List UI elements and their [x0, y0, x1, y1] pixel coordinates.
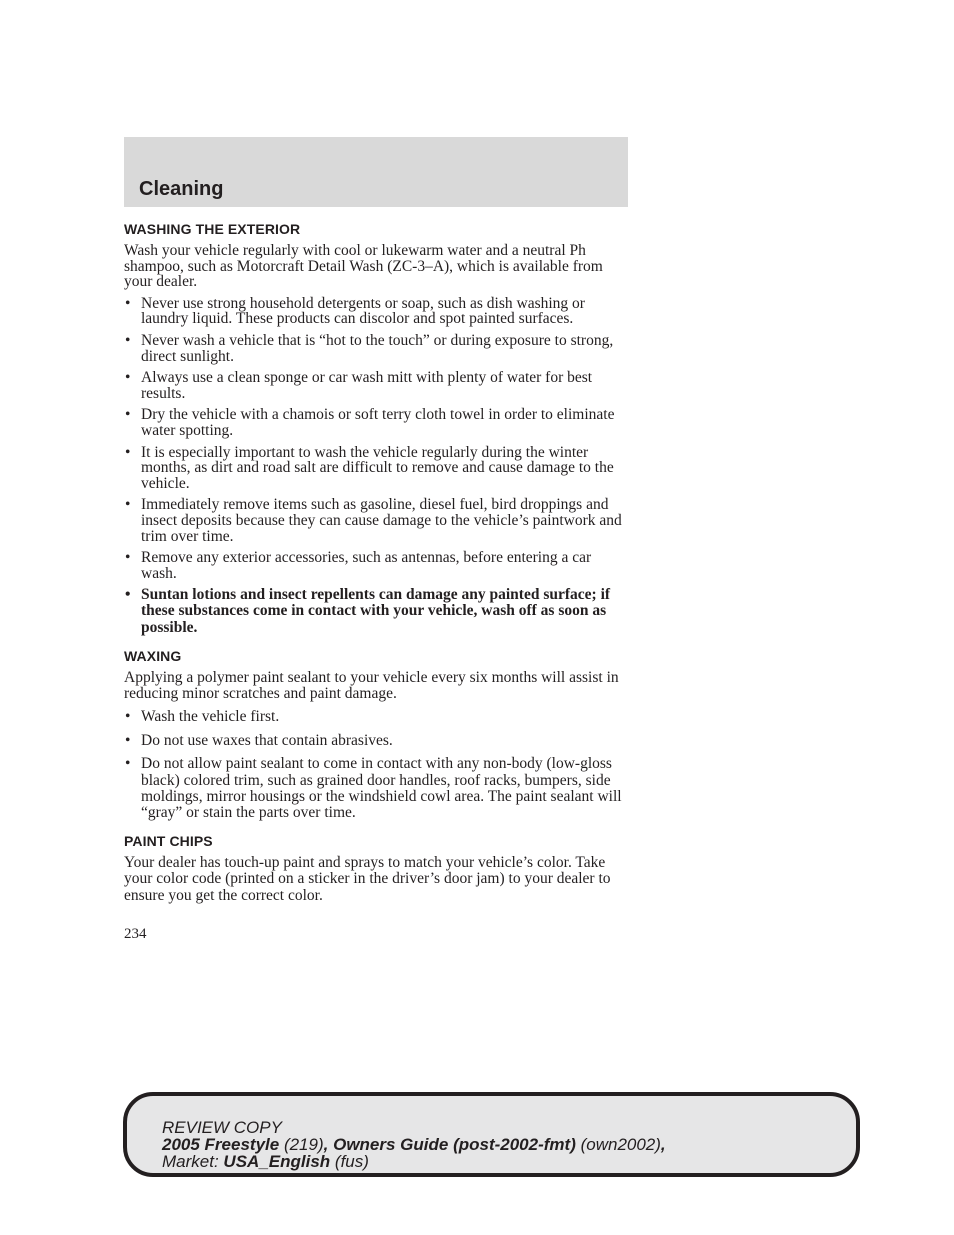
list-item	[124, 550, 630, 581]
list-item-text: Immediately remove items such as gasoline, diesel fuel, bird droppings and insect deposits because they can cause damage to the vehicle’s paintwork and trim over time.	[141, 496, 622, 545]
market-code: (fus)	[334, 1152, 369, 1171]
washing-intro: Wash your vehicle regularly with cool or lukewarm water and a neutral Ph shampoo, such as Motorcraft Detail Wash (ZC-3–A), which is available from your dealer.	[124, 242, 603, 291]
separator: ,	[660, 1135, 666, 1154]
bullet-icon: •	[125, 443, 131, 461]
list-item	[124, 333, 630, 364]
bullet-icon: •	[125, 707, 131, 725]
bullet-icon: •	[125, 549, 131, 567]
list-item-text: Always use a clean sponge or car wash mitt with plenty of water for best results.	[141, 369, 593, 402]
list-item	[124, 370, 630, 401]
bullet-icon: •	[125, 331, 131, 349]
washing-bullet-list	[124, 296, 630, 636]
bullet-icon: •	[125, 496, 131, 514]
list-item-text: Dry the vehicle with a chamois or soft terry cloth towel in order to eliminate water spotting.	[141, 406, 615, 439]
list-item	[124, 445, 630, 492]
review-copy-box	[123, 1092, 860, 1177]
list-item	[124, 709, 630, 725]
list-item-text: Do not allow paint sealant to come in contact with any non-body (low-gloss black) colored trim, such as grained door handles, roof racks, bumpers, side moldings, mirror housings or the windshield cowl area. The paint sealant will “gray” or stain the parts over time.	[141, 755, 622, 821]
list-item	[124, 756, 630, 821]
list-item	[124, 296, 630, 327]
list-item-text: Remove any exterior accessories, such as antennas, before entering a car wash.	[141, 549, 592, 582]
list-item-text: Suntan lotions and insect repellents can damage any painted surface; if these substances come in contact with your vehicle, wash off as soon as possible.	[141, 586, 611, 636]
market-name: USA_English	[223, 1152, 331, 1171]
list-item	[124, 733, 630, 749]
page-content	[124, 221, 630, 910]
bullet-icon: •	[125, 731, 131, 749]
paint-chips-text: Your dealer has touch-up paint and sprays to match your vehicle’s color. Take your color code (printed on a sticker in the driver’s door jam) to your dealer to ensure you get the correct color.	[124, 854, 611, 904]
bullet-icon: •	[125, 586, 131, 604]
review-copy-market-line	[162, 1153, 666, 1170]
model-code: (219)	[283, 1135, 324, 1154]
separator: ,	[323, 1135, 329, 1154]
review-copy-product-line	[162, 1136, 666, 1153]
section-title: Cleaning	[139, 178, 224, 200]
warning-list-item	[124, 587, 630, 636]
review-copy-text	[162, 1119, 666, 1170]
bullet-icon: •	[125, 406, 131, 424]
bullet-icon: •	[125, 294, 131, 312]
heading-paint-chips: PAINT CHIPS	[124, 833, 213, 850]
list-item	[124, 497, 630, 544]
list-item-text: Wash the vehicle first.	[141, 707, 280, 725]
waxing-bullet-list	[124, 709, 630, 821]
guide-code: (own2002)	[580, 1135, 661, 1154]
bullet-icon: •	[125, 369, 131, 387]
list-item-text: Never use strong household detergents or soap, such as dish washing or laundry liquid. These products can discolor and spot painted surfaces.	[141, 294, 585, 328]
section-header-bar	[124, 137, 628, 207]
list-item-text: It is especially important to wash the vehicle regularly during the winter months, as dirt and road salt are difficult to remove and cause damage to the vehicle.	[141, 443, 614, 492]
list-item-text: Do not use waxes that contain abrasives.	[141, 731, 393, 749]
heading-washing-exterior: WASHING THE EXTERIOR	[124, 221, 301, 237]
waxing-intro: Applying a polymer paint sealant to your vehicle every six months will assist in reducing minor scratches and paint damage.	[124, 668, 619, 702]
heading-waxing: WAXING	[124, 647, 182, 664]
list-item	[124, 407, 630, 438]
bullet-icon: •	[125, 755, 131, 773]
market-label: Market:	[162, 1152, 219, 1171]
list-item-text: Never wash a vehicle that is “hot to the touch” or during exposure to strong, direct sunlight.	[141, 331, 614, 365]
review-copy-label: REVIEW COPY	[162, 1118, 282, 1137]
guide-name: Owners Guide (post-2002-fmt)	[333, 1135, 576, 1154]
model-name: 2005 Freestyle	[162, 1135, 280, 1154]
page-number: 234	[124, 926, 147, 942]
